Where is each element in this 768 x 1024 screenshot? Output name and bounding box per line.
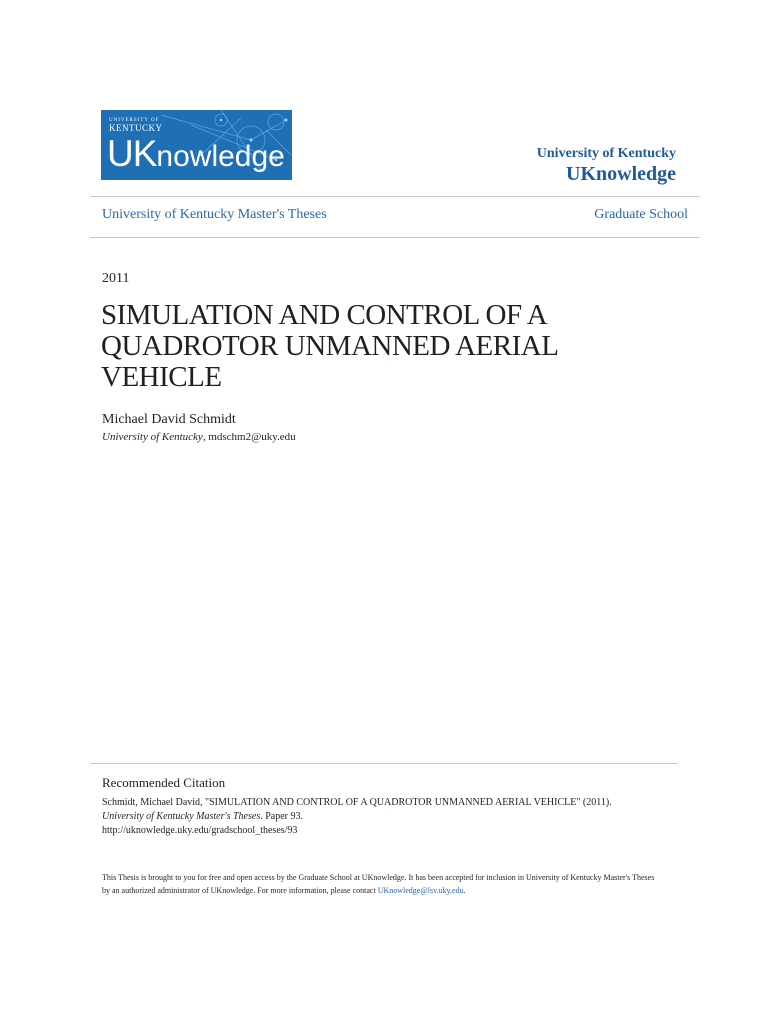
- logo-wordmark: [107, 134, 285, 177]
- citation-series: University of Kentucky Master's Theses: [102, 811, 261, 822]
- citation-series-line: [102, 810, 612, 824]
- header-divider-top: [90, 196, 700, 197]
- brand-repository: UKnowledge: [566, 163, 676, 185]
- collection-link[interactable]: University of Kentucky Master's Theses: [102, 207, 327, 222]
- citation-heading: Recommended Citation: [102, 775, 226, 790]
- header-divider-bottom: [90, 237, 700, 238]
- thesis-title: SIMULATION AND CONTROL OF A QUADROTOR UNMANNED AERIAL VEHICLE: [101, 299, 558, 393]
- graduate-school-link[interactable]: Graduate School: [594, 207, 688, 222]
- logo-knowledge-text: nowledge: [156, 140, 285, 173]
- citation-line: Schmidt, Michael David, "SIMULATION AND CONTROL OF A QUADROTOR UNMANNED AERIAL VEHICLE" (2011).: [102, 797, 612, 808]
- notice-text: This Thesis is brought to you for free and open access by the Graduate School at UKnowledge. It has been accepted for inclusion in University of Kentucky Master's Theses by an authorized administrator of UKnowledge. For more information, please contact: [102, 873, 655, 895]
- repository-brand[interactable]: [537, 146, 676, 186]
- access-notice: [102, 871, 662, 897]
- citation-divider: [90, 763, 678, 764]
- logo-university-text: UNIVERSITY OF: [109, 118, 160, 123]
- thesis-year: 2011: [102, 271, 130, 286]
- contact-email-link[interactable]: UKnowledge@lsv.uky.edu: [377, 886, 464, 895]
- citation-paper: . Paper 93.: [260, 811, 303, 822]
- uknowledge-logo[interactable]: [101, 110, 292, 180]
- citation-body: [102, 796, 612, 838]
- affiliation-name: University of Kentucky: [102, 431, 203, 443]
- citation-url[interactable]: http://uknowledge.uky.edu/gradschool_theses/93: [102, 825, 298, 836]
- brand-university: University of Kentucky: [536, 146, 676, 161]
- logo-kentucky-text: KENTUCKY: [109, 123, 163, 133]
- thesis-author: Michael David Schmidt: [102, 412, 236, 427]
- notice-end: .: [463, 886, 466, 895]
- author-email: , mdschm2@uky.edu: [202, 431, 296, 443]
- author-affiliation: [102, 431, 296, 443]
- logo-uk-text: UK: [107, 133, 157, 174]
